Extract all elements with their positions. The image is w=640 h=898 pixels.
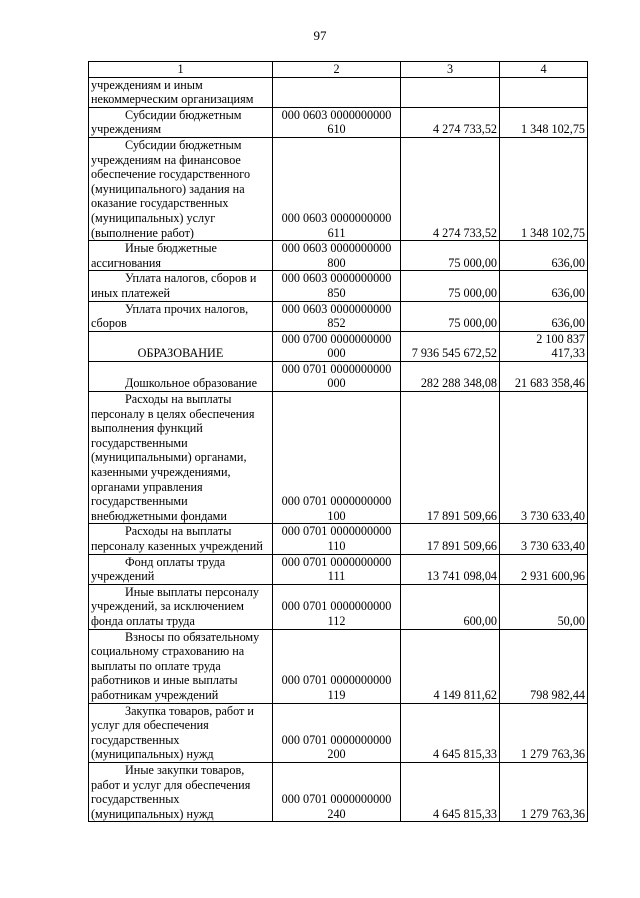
table-row [89,703,588,762]
table-row [89,107,588,137]
row-value-col3-cell: 4 149 811,62 [401,629,500,703]
table-row [89,361,588,391]
table-row [89,331,588,361]
row-name-cell: Дошкольное образование [89,361,273,391]
row-name-cell: Расходы на выплаты персоналу казенных учреждений [89,524,273,554]
row-name-cell: Иные выплаты персоналу учреждений, за исключением фонда оплаты труда [89,584,273,629]
row-code-cell [273,77,401,107]
row-name-cell: Уплата прочих налогов, сборов [89,301,273,331]
row-value-col4-cell: 3 730 633,40 [500,392,588,524]
row-value-col3-cell: 17 891 509,66 [401,392,500,524]
row-code-cell: 000 0701 0000000000 111 [273,554,401,584]
row-code-cell: 000 0701 0000000000 119 [273,629,401,703]
table-row [89,271,588,301]
row-code-cell: 000 0701 0000000000 110 [273,524,401,554]
row-value-col3-cell: 75 000,00 [401,301,500,331]
row-value-col3-cell: 75 000,00 [401,271,500,301]
row-value-col4-cell: 1 348 102,75 [500,137,588,240]
row-code-cell: 000 0603 0000000000 800 [273,241,401,271]
row-code-cell: 000 0701 0000000000 100 [273,392,401,524]
row-value-col4-cell: 2 931 600,96 [500,554,588,584]
table-row [89,629,588,703]
row-value-col4-cell [500,77,588,107]
table-row [89,241,588,271]
row-code-cell: 000 0701 0000000000 240 [273,762,401,821]
table-row [89,301,588,331]
row-name-cell: Субсидии бюджетным учреждениям на финансовое обеспечение государственного (муниципального) задания на оказание государственных (муниципальных) услуг (выполнение работ) [89,137,273,240]
row-name-cell: Закупка товаров, работ и услуг для обеспечения государственных (муниципальных) нужд [89,703,273,762]
row-value-col3-cell: 4 645 815,33 [401,703,500,762]
row-value-col3-cell: 4 645 815,33 [401,762,500,821]
table-row [89,137,588,240]
row-name-cell: Уплата налогов, сборов и иных платежей [89,271,273,301]
budget-table [88,61,588,822]
row-name-cell: учреждениям и иным некоммерческим организациям [89,77,273,107]
row-code-cell: 000 0603 0000000000 610 [273,107,401,137]
row-code-cell: 000 0603 0000000000 611 [273,137,401,240]
row-name-cell: Расходы на выплаты персоналу в целях обеспечения выполнения функций государственными (муниципальными) органами, казенными учреждениями, органами управления государственными внебюджетными фондами [89,392,273,524]
table-row [89,554,588,584]
row-name-cell: Субсидии бюджетным учреждениям [89,107,273,137]
row-code-cell: 000 0700 0000000000 000 [273,331,401,361]
page-number: 97 [313,28,327,43]
row-code-cell: 000 0701 0000000000 200 [273,703,401,762]
row-value-col3-cell: 4 274 733,52 [401,137,500,240]
row-value-col4-cell: 1 279 763,36 [500,703,588,762]
column-header-1: 1 [89,62,273,78]
column-header-3: 3 [401,62,500,78]
row-code-cell: 000 0603 0000000000 850 [273,271,401,301]
row-value-col4-cell: 798 982,44 [500,629,588,703]
table-header-row [89,62,588,78]
row-value-col4-cell: 50,00 [500,584,588,629]
column-header-4: 4 [500,62,588,78]
row-name-cell: Фонд оплаты труда учреждений [89,554,273,584]
row-name-cell: ОБРАЗОВАНИЕ [89,331,273,361]
table-row [89,762,588,821]
row-value-col3-cell: 282 288 348,08 [401,361,500,391]
table-row [89,524,588,554]
table-row [89,77,588,107]
row-code-cell: 000 0603 0000000000 852 [273,301,401,331]
row-code-cell: 000 0701 0000000000 000 [273,361,401,391]
row-code-cell: 000 0701 0000000000 112 [273,584,401,629]
row-name-cell: Иные бюджетные ассигнования [89,241,273,271]
row-value-col3-cell: 4 274 733,52 [401,107,500,137]
column-header-2: 2 [273,62,401,78]
row-value-col3-cell: 17 891 509,66 [401,524,500,554]
row-value-col3-cell [401,77,500,107]
row-value-col4-cell: 1 348 102,75 [500,107,588,137]
row-name-cell: Иные закупки товаров, работ и услуг для обеспечения государственных (муниципальных) нужд [89,762,273,821]
row-value-col4-cell: 3 730 633,40 [500,524,588,554]
row-value-col4-cell: 2 100 837 417,33 [500,331,588,361]
row-value-col4-cell: 636,00 [500,271,588,301]
table-row [89,392,588,524]
row-value-col3-cell: 600,00 [401,584,500,629]
table-row [89,584,588,629]
row-value-col3-cell: 7 936 545 672,52 [401,331,500,361]
row-value-col3-cell: 13 741 098,04 [401,554,500,584]
row-value-col4-cell: 636,00 [500,301,588,331]
row-value-col4-cell: 636,00 [500,241,588,271]
row-name-cell: Взносы по обязательному социальному страхованию на выплаты по оплате труда работников и иные выплаты работникам учреждений [89,629,273,703]
row-value-col4-cell: 21 683 358,46 [500,361,588,391]
row-value-col4-cell: 1 279 763,36 [500,762,588,821]
row-value-col3-cell: 75 000,00 [401,241,500,271]
